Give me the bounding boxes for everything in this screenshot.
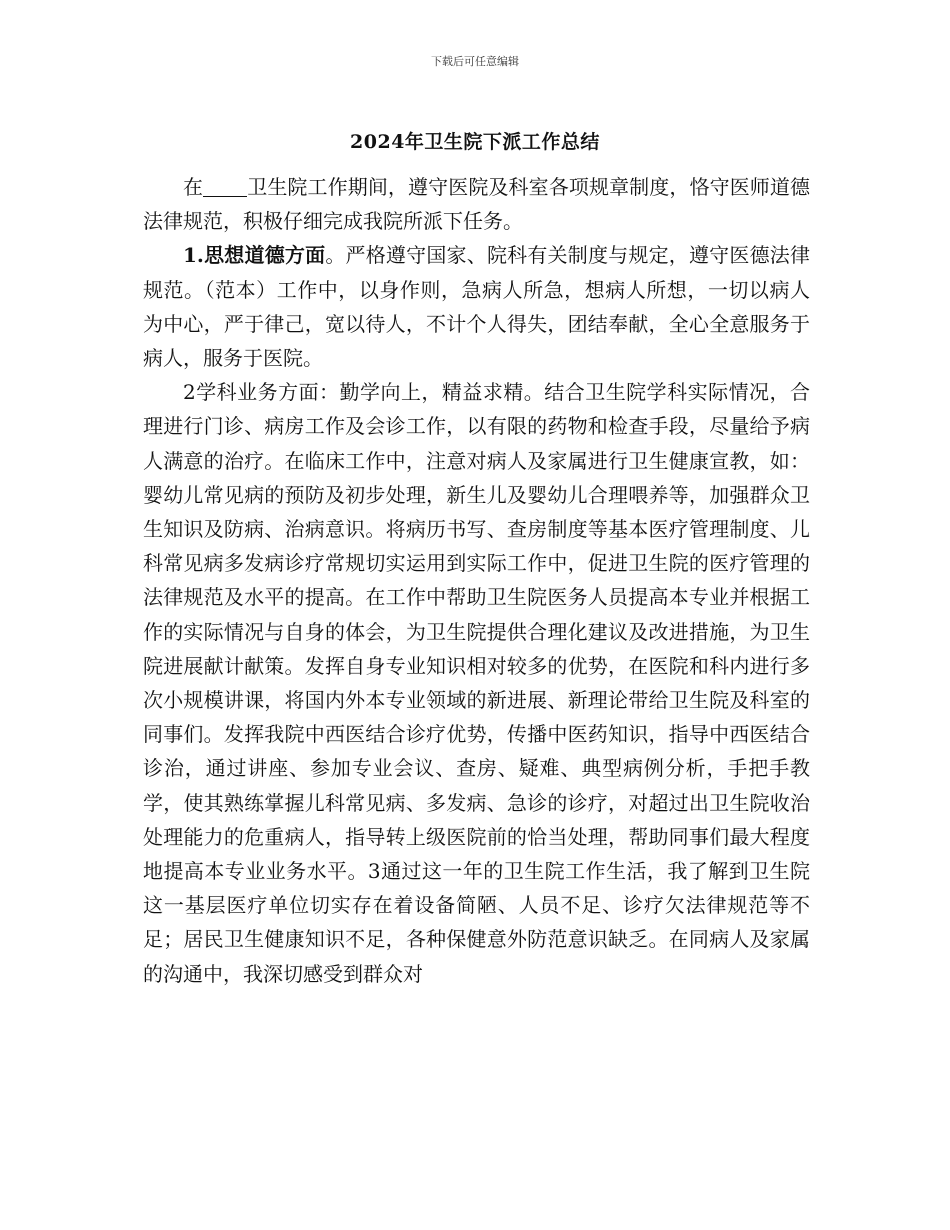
page-header: 下载后可任意编辑	[431, 55, 519, 68]
professional-text: 2学科业务方面：勤学向上，精益求精。结合卫生院学科实际情况，合理进行门诊、病房工作及会诊工作，以有限的药物和检查手段，尽量给予病人满意的治疗。在临床工作中，注意对病人及家属进行卫生健康宣教，如：婴幼儿常见病的预防及初步处理，新生儿及婴幼儿合理喂养等，加强群众卫生知识及防病、治病意识。将病历书写、查房制度等基本医疗管理制度、儿科常见病多发病诊疗常规切实运用到实际工作中，促进卫生院的医疗管理的法律规范及水平的提高。在工作中帮助卫生院医务人员提高本专业并根据工作的实际情况与自身的体会，为卫生院提供合理化建议及改进措施，为卫生院进展献计献策。发挥自身专业知识相对较多的优势，在医院和科内进行多次小规模讲课，将国内外本专业领域的新进展、新理论带给卫生院及科室的同事们。发挥我院中西医结合诊疗优势，传播中医药知识，指导中西医结合诊治，通过讲座、参加专业会议、查房、疑难、典型病例分析，手把手教学，使其熟练掌握儿科常见病、多发病、急诊的诊疗，对超过出卫生院收治处理能力的危重病人，指导转上级医院前的恰当处理，帮助同事们最大程度地提高本专业业务水平。3通过这一年的卫生院工作生活，我了解到卫生院这一基层医疗单位切实存在着设备简陋、人员不足、诊疗欠法律规范等不足；居民卫生健康知识不足，各种保健意外防范意识缺乏。在同病人及家属的沟通中，我深切感受到群众对	[143, 380, 810, 986]
document-title: 2024年卫生院下派工作总结	[350, 131, 600, 153]
moral-text: 。严格遵守国家、院科有关制度与规定，遵守医德法律规范。（范本）工作中，以身作则，急病人所急，想病人所想，一切以病人为中心，严于律己，宽以待人，不计个人得失，团结奉献，全心全意服务于病人，服务于医院。	[143, 243, 810, 371]
fill-in-blank	[203, 176, 247, 197]
intro-text-start: 在	[183, 175, 204, 199]
paragraph-professional	[143, 375, 810, 991]
paragraph-intro	[143, 170, 810, 238]
intro-text-rest: 卫生院工作期间，遵守医院及科室各项规章制度，恪守医师道德法律规范，积极仔细完成我院所派下任务。	[143, 175, 811, 234]
section-heading-moral: 1.思想道德方面	[183, 243, 326, 268]
document-body	[143, 170, 810, 991]
paragraph-moral	[143, 238, 810, 375]
